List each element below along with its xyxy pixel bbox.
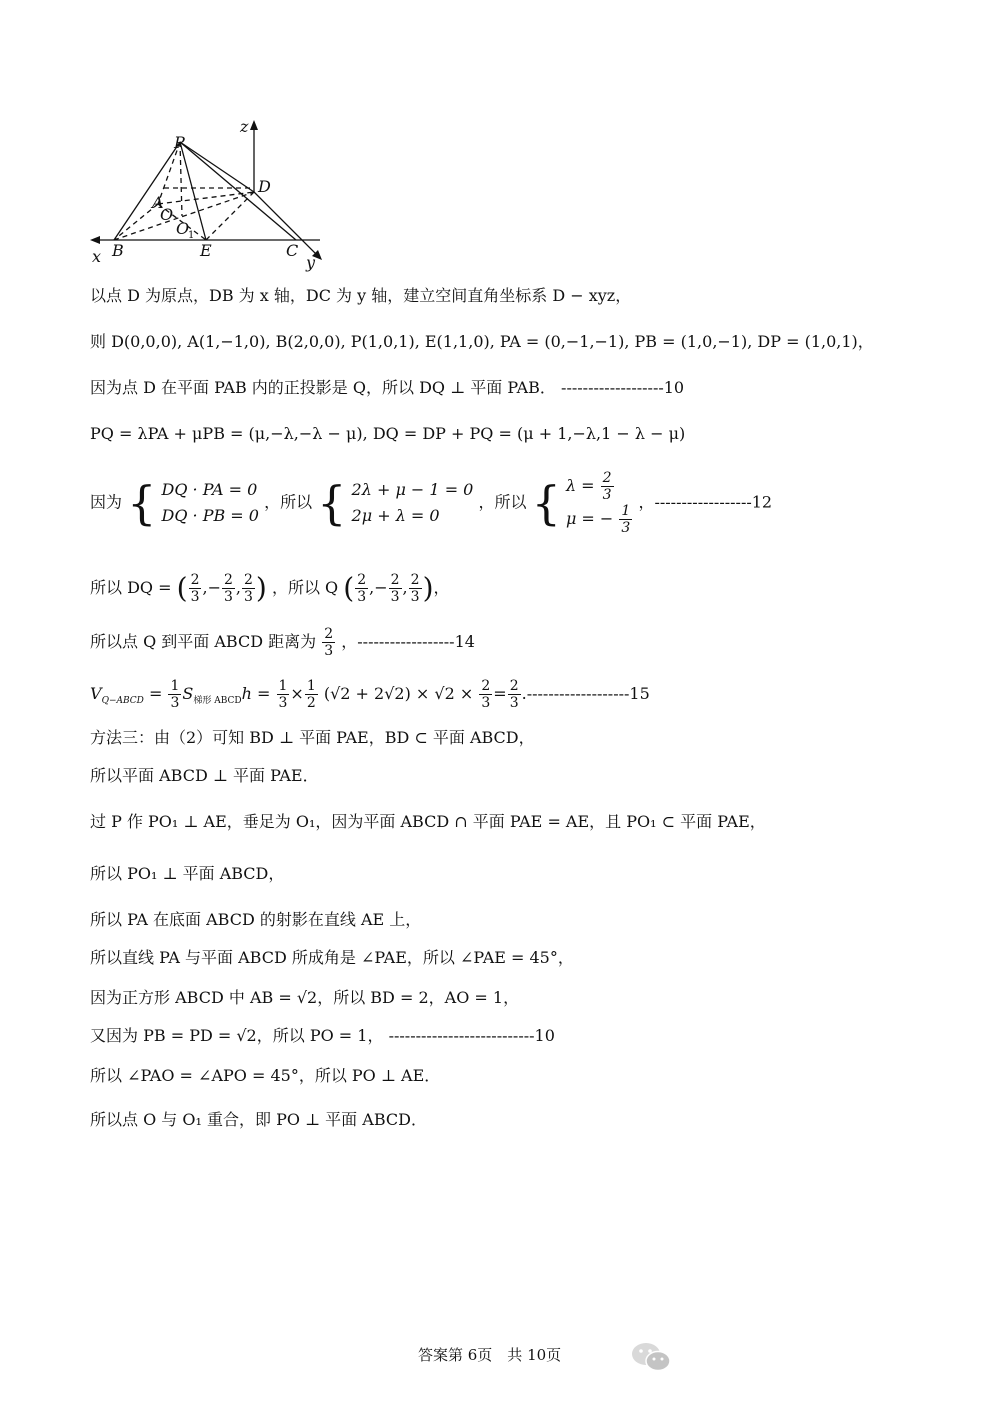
text-line-9: 方法三：由（2）可知 BD ⊥ 平面 PAE，BD ⊂ 平面 ABCD， bbox=[90, 728, 535, 747]
text-line-16 bbox=[90, 1024, 555, 1048]
label-z: z bbox=[240, 117, 249, 136]
frac-2-3 bbox=[322, 626, 335, 659]
score-marker: ，------------------14 bbox=[341, 632, 475, 651]
paren-open: ( bbox=[176, 571, 188, 605]
x-arrow-icon bbox=[90, 236, 100, 244]
label-A: A bbox=[152, 193, 164, 212]
system-1-eq1: DQ · PA = 0 bbox=[161, 480, 258, 499]
frac-den: 2 bbox=[306, 695, 316, 711]
frac-den: 3 bbox=[410, 589, 420, 605]
frac-num: 2 bbox=[390, 572, 400, 588]
text-line-15: 因为正方形 ABCD 中 AB = √2，所以 BD = 2，AO = 1， bbox=[90, 988, 520, 1007]
paren-close: ) bbox=[255, 571, 267, 605]
paren-close: ) bbox=[422, 571, 434, 605]
line-PO bbox=[180, 142, 182, 216]
frac-num: 2 bbox=[509, 678, 519, 694]
frac-num: 2 bbox=[324, 626, 334, 642]
text-line-10: 所以平面 ABCD ⊥ 平面 PAE． bbox=[90, 766, 319, 785]
frac-num: 1 bbox=[170, 678, 180, 694]
mu-value bbox=[566, 503, 633, 536]
page-footer: 答案第 6页 共 10页 bbox=[418, 1346, 562, 1364]
frac-num: 2 bbox=[602, 470, 612, 486]
frac-den: 3 bbox=[324, 643, 334, 659]
brace-2: { bbox=[317, 476, 347, 530]
frac-num: 1 bbox=[278, 678, 288, 694]
frac-1-3 bbox=[168, 678, 181, 711]
z-arrow-icon bbox=[250, 120, 258, 130]
lambda-value bbox=[566, 470, 633, 503]
label-P: P bbox=[174, 133, 185, 152]
label-O: O bbox=[160, 205, 174, 224]
so-label-2: ，所以 bbox=[478, 492, 527, 512]
frac bbox=[222, 572, 235, 605]
frac-den: 3 bbox=[190, 589, 200, 605]
frac-den: 3 bbox=[509, 695, 519, 711]
frac-1-2 bbox=[305, 678, 318, 711]
frac-num: 1 bbox=[621, 503, 631, 519]
because-label: 因为 bbox=[90, 492, 123, 512]
dq-label: 所以 DQ = bbox=[90, 578, 172, 597]
system-3 bbox=[566, 470, 633, 536]
label-D: D bbox=[258, 177, 271, 196]
edge-PC bbox=[180, 142, 296, 240]
label-E: E bbox=[200, 241, 212, 260]
label-O1-sub: 1 bbox=[188, 230, 195, 241]
text-line-12: 所以 PO₁ ⊥ 平面 ABCD， bbox=[90, 864, 285, 883]
label-x: x bbox=[92, 247, 102, 266]
wechat-logo-icon bbox=[630, 1340, 674, 1374]
pyramid-figure bbox=[84, 117, 334, 272]
text-line-18: 所以点 O 与 O₁ 重合，即 PO ⊥ 平面 ABCD． bbox=[90, 1110, 427, 1129]
text-line-8: $V_{Q-ABCD}$ = $\frac{1}{3}$ $S_{梯形 ABCD}h$ = $\frac{1}{3}$ × $\frac{1}{2}$ (√2 + 2√2) × √2 × $\frac{2}{3}$ = $\frac{2}{3}$ .-------------------15 bbox=[90, 678, 650, 711]
q-label: ，所以 Q bbox=[271, 578, 339, 597]
frac-1-3 bbox=[277, 678, 290, 711]
text-line-17: 所以 ∠PAO = ∠APO = 45°，所以 PO ⊥ AE． bbox=[90, 1066, 441, 1085]
frac-den: 3 bbox=[602, 487, 612, 503]
score-marker: ---------------------------10 bbox=[388, 1026, 555, 1045]
frac bbox=[242, 572, 255, 605]
frac-num: 2 bbox=[410, 572, 420, 588]
score-marker: ，------------------12 bbox=[638, 492, 773, 512]
brace-3: { bbox=[531, 476, 561, 530]
frac-num: 2 bbox=[244, 572, 253, 588]
brace-1: { bbox=[127, 476, 157, 530]
system-1 bbox=[161, 477, 258, 529]
label-B: B bbox=[112, 241, 124, 260]
label-y: y bbox=[306, 253, 316, 272]
frac-num: 2 bbox=[223, 572, 233, 588]
label-O1: O bbox=[176, 219, 190, 238]
frac-den: 3 bbox=[357, 589, 367, 605]
text-line-2: 则 D(0,0,0), A(1,−1,0), B(2,0,0), P(1,0,1), E(1,1,0), PA = (0,−1,−1), PB = (1,0,−1), DP = (1,0,1)， bbox=[90, 332, 874, 351]
text-line-4: PQ = λPA + μPB = (μ,−λ,−λ − μ), DQ = DP + PQ = (μ + 1,−λ,1 − λ − μ) bbox=[90, 424, 686, 443]
paren-open: ( bbox=[343, 571, 355, 605]
frac-den: 3 bbox=[481, 695, 491, 711]
frac-num: 1 bbox=[306, 678, 316, 694]
so-label: ，所以 bbox=[264, 492, 313, 512]
edge-PB bbox=[114, 142, 180, 240]
line-ED bbox=[206, 192, 254, 240]
frac bbox=[389, 572, 402, 605]
text-line-3 bbox=[90, 376, 684, 400]
frac-2-3 bbox=[508, 678, 521, 711]
frac-num: 2 bbox=[357, 572, 367, 588]
frac-den: 3 bbox=[170, 695, 180, 711]
volume-symbol: V bbox=[90, 684, 102, 703]
system-2-eq1: 2λ + μ − 1 = 0 bbox=[351, 480, 474, 499]
frac-1-3 bbox=[619, 503, 632, 536]
equals: = bbox=[148, 684, 163, 703]
volume-subscript: Q−ABCD bbox=[101, 696, 144, 707]
text-line-11: 过 P 作 PO₁ ⊥ AE，垂足为 O₁，因为平面 ABCD ∩ 平面 PAE = AE，且 PO₁ ⊂ 平面 PAE， bbox=[90, 812, 766, 831]
mu-eq: μ = − bbox=[565, 509, 614, 528]
frac bbox=[189, 572, 202, 605]
pyramid-diagram bbox=[84, 117, 334, 272]
frac-den: 3 bbox=[223, 589, 233, 605]
text-line-16-body: 又因为 PB = PD = √2，所以 PO = 1， bbox=[90, 1026, 384, 1045]
text-line-6: 所以 DQ = ( $\frac{2}{3}$ ,− $\frac{2}{3}$ , $\frac{2}{3}$ ) ，所以 Q ( $\frac{2}{3}$ ,− $\frac{2}{3}$ , $\frac{2}{3}$ )， bbox=[90, 571, 450, 605]
frac-num: 2 bbox=[190, 572, 200, 588]
edge-AD bbox=[158, 192, 254, 204]
lambda-eq: λ = bbox=[565, 476, 595, 495]
frac-num: 2 bbox=[481, 678, 491, 694]
area-symbol: S bbox=[182, 684, 194, 703]
distance-label: 所以点 Q 到平面 ABCD 距离为 bbox=[90, 632, 317, 651]
height-eq: h = bbox=[241, 684, 271, 703]
text-line-14: 所以直线 PA 与平面 ABCD 所成角是 ∠PAE，所以 ∠PAE = 45°， bbox=[90, 948, 574, 967]
frac-2-3 bbox=[601, 470, 614, 503]
system-1-eq2: DQ · PB = 0 bbox=[161, 506, 259, 525]
comma: ， bbox=[433, 578, 450, 597]
text-line-1: 以点 D 为原点，DB 为 x 轴，DC 为 y 轴，建立空间直角坐标系 D − xyz， bbox=[90, 286, 632, 305]
frac-den: 3 bbox=[244, 589, 253, 605]
frac-den: 3 bbox=[278, 695, 288, 711]
text-line-3-body: 因为点 D 在平面 PAB 内的正投影是 Q，所以 DQ ⊥ 平面 PAB． bbox=[90, 378, 556, 397]
volume-expression: (√2 + 2√2) × √2 × bbox=[323, 684, 474, 703]
frac bbox=[355, 572, 368, 605]
text-line-7 bbox=[90, 624, 475, 660]
system-2 bbox=[352, 477, 474, 529]
score-marker: .-------------------15 bbox=[521, 684, 650, 703]
frac-den: 3 bbox=[621, 520, 631, 536]
frac-den: 3 bbox=[390, 589, 400, 605]
area-subscript: 梯形 ABCD bbox=[193, 696, 242, 707]
text-line-13: 所以 PA 在底面 ABCD 的射影在直线 AE 上， bbox=[90, 910, 422, 929]
label-C: C bbox=[286, 241, 299, 260]
text-line-5 bbox=[90, 470, 772, 536]
score-marker: -------------------10 bbox=[561, 378, 685, 397]
system-2-eq2: 2μ + λ = 0 bbox=[351, 506, 440, 525]
frac bbox=[409, 572, 422, 605]
frac-2-3 bbox=[479, 678, 492, 711]
